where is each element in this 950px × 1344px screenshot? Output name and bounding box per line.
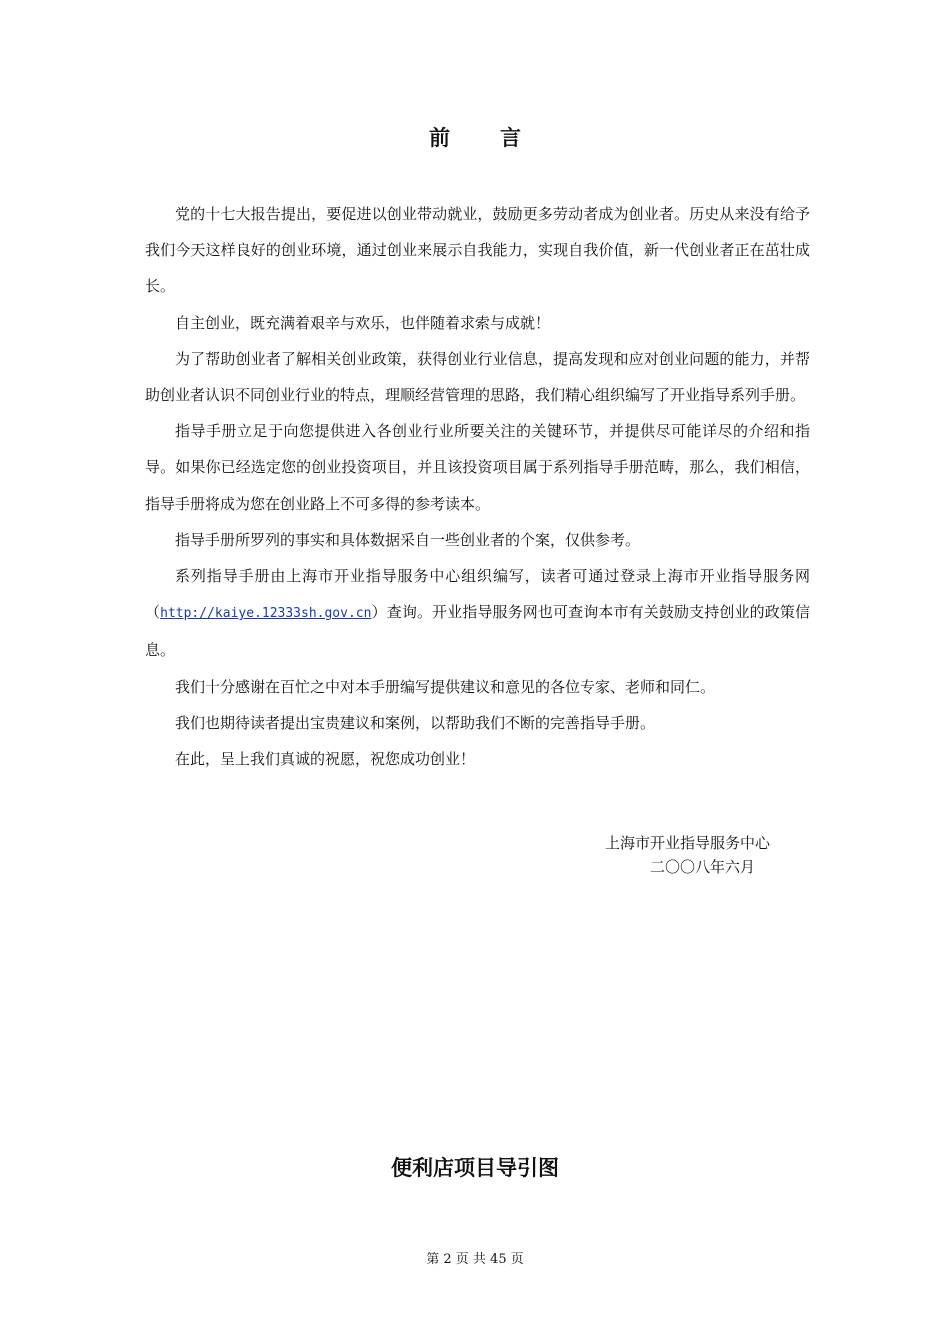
page-footer [0,1248,950,1267]
preface-body [145,196,810,777]
paragraph-2: 自主创业，既充满着艰辛与欢乐，也伴随着求索与成就！ [175,313,551,332]
paragraph-9: 在此，呈上我们真诚的祝愿，祝您成功创业！ [175,750,476,769]
page-number: 第 2 页 共 45 页 [426,1252,524,1267]
paragraph-8: 我们也期待读者提出宝贵建议和案例，以帮助我们不断的完善指导手册。 [175,713,656,732]
paragraph-6-before: 系列指导手册由上海市开业指导服务中心组织编写，读者可通过登录上海市开业指导服务网（ [145,567,810,622]
signature-date: 二〇〇八年六月 [650,858,756,876]
page-title: 前言 [429,126,571,150]
website-link[interactable]: http://kaiye.12333sh.gov.cn [160,606,372,622]
signature-organization: 上海市开业指导服务中心 [605,834,771,852]
paragraph-1: 党的十七大报告提出，要促进以创业带动就业，鼓励更多劳动者成为创业者。历史从来没有给予我们今天这样良好的创业环境，通过创业来展示自我能力，实现自我价值，新一代创业者正在茁壮成长。 [145,205,810,296]
paragraph-6 [145,558,810,669]
paragraph-5: 指导手册所罗列的事实和具体数据采自一些创业者的个案，仅供参考。 [175,530,641,549]
paragraph-7: 我们十分感谢在百忙之中对本手册编写提供建议和意见的各位专家、老师和同仁。 [175,677,716,696]
section-title: 便利店项目导引图 [391,1156,559,1180]
paragraph-6-after: ）查询。开业指导服务网也可查询本市有关鼓励支持创业的政策信息。 [145,603,810,660]
paragraph-4: 指导手册立足于向您提供进入各创业行业所要关注的关键环节，并提供尽可能详尽的介绍和指导。如果你已经选定您的创业投资项目，并且该投资项目属于系列指导手册范畴，那么，我们相信，指导手册将成为您在创业路上不可多得的参考读本。 [145,422,810,513]
paragraph-3: 为了帮助创业者了解相关创业政策，获得创业行业信息，提高发现和应对创业问题的能力，并帮助创业者认识不同创业行业的特点，理顺经营管理的思路，我们精心组织编写了开业指导系列手册。 [145,349,810,405]
